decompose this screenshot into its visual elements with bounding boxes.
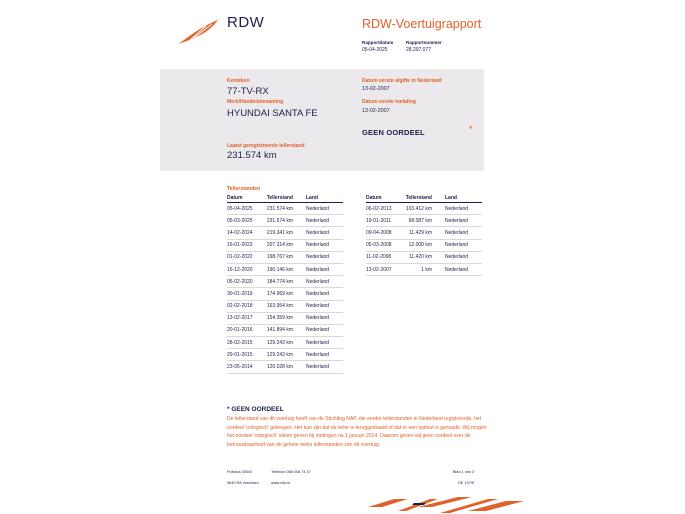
col-date: Datum	[227, 194, 259, 203]
readings-table-left	[227, 194, 343, 374]
reading-date: 23-05-2014	[227, 361, 259, 373]
reading-date: 30-01-2019	[227, 288, 259, 300]
reading-odometer: 11.429 km	[398, 227, 432, 239]
readings-table-right	[366, 194, 482, 276]
reading-country: Nederland	[293, 288, 343, 300]
reading-date: 28-02-2015	[227, 337, 259, 349]
table-row	[227, 251, 343, 263]
note-title: * GEEN OORDEEL	[227, 406, 284, 413]
reading-date: 13-02-2007	[366, 263, 398, 275]
reading-country: Nederland	[432, 251, 482, 263]
table-row	[366, 227, 482, 239]
reading-odometer: 184.774 km	[259, 276, 293, 288]
reading-country: Nederland	[293, 349, 343, 361]
report-number: 28.297.077	[406, 47, 432, 53]
footer-phone: Telefoon 088 008 74 47	[271, 470, 311, 474]
table-row	[227, 324, 343, 336]
table-row	[366, 263, 482, 275]
table-row	[227, 288, 343, 300]
reading-date: 05-03-2025	[227, 215, 259, 227]
note-body: De tellerstand van dit voertuig heeft van de Stichting NAP, die eerder tellerstanden in Nederland registreerde, het oordeel 'onlogisch' gekregen. Het kan zijn dat de teller is teruggedraaid of dat er een typfout is gemaakt. Wij mogen het oordeel 'onlogisch' alleen geven bij metingen na 1 januari 2014. Daarom geven wij geen oordeel over de betrouwbaarheid van de gehele reeks tellerstanden van dit voertuig.	[227, 416, 487, 448]
reading-date: 01-02-2022	[227, 251, 259, 263]
reading-country: Nederland	[293, 227, 343, 239]
col-odometer: Tellerstand	[398, 194, 432, 203]
footer-city: 9640 RA Veendam	[227, 481, 259, 485]
reading-odometer: 163.954 km	[259, 300, 293, 312]
reading-date: 16-12-2020	[227, 263, 259, 275]
reading-country: Nederland	[432, 239, 482, 251]
reading-date: 11-02-2008	[366, 251, 398, 263]
col-country: Land	[432, 194, 482, 203]
table-row	[227, 263, 343, 275]
footer-site: www.rdw.nl	[271, 481, 290, 485]
reading-odometer: 120.028 km	[259, 361, 293, 373]
reading-country: Nederland	[432, 263, 482, 275]
table-row	[227, 349, 343, 361]
rdw-logo-icon	[176, 18, 220, 46]
reading-country: Nederland	[293, 361, 343, 373]
col-country: Land	[293, 194, 343, 203]
reading-date: 19-01-2011	[366, 215, 398, 227]
table-row	[366, 203, 482, 215]
reading-odometer: 141.894 km	[259, 324, 293, 336]
reading-odometer: 154.359 km	[259, 312, 293, 324]
table-row	[366, 251, 482, 263]
reading-date: 13-02-2017	[227, 312, 259, 324]
reading-country: Nederland	[293, 312, 343, 324]
table-row	[227, 227, 343, 239]
footer-page: Blad 1 van 3	[452, 470, 474, 474]
first-nl-value: 13-02-2007	[362, 86, 390, 92]
footer-postbus: Postbus 30000	[227, 470, 253, 474]
report-number-label: Rapportnummer	[406, 40, 442, 45]
reading-date: 05-02-2020	[227, 276, 259, 288]
table-row	[227, 337, 343, 349]
table-row	[227, 215, 343, 227]
make-label: Merk/Handelsbenaming	[227, 99, 284, 105]
col-odometer: Tellerstand	[259, 194, 293, 203]
reading-odometer: 1 km	[398, 263, 432, 275]
reading-date: 09-04-2008	[366, 227, 398, 239]
table-row	[227, 239, 343, 251]
reading-date: 02-02-2018	[227, 300, 259, 312]
reading-date: 14-02-2024	[227, 227, 259, 239]
reading-country: Nederland	[293, 337, 343, 349]
reading-country: Nederland	[293, 263, 343, 275]
verdict-asterisk: *	[469, 124, 473, 134]
reading-date: 05-03-2008	[366, 239, 398, 251]
reading-date: 05-04-2025	[227, 203, 259, 215]
table-row	[227, 300, 343, 312]
brand-name: RDW	[227, 14, 265, 31]
reading-country: Nederland	[432, 227, 482, 239]
reading-country: Nederland	[293, 276, 343, 288]
reading-country: Nederland	[293, 203, 343, 215]
reading-odometer: 207.314 km	[259, 239, 293, 251]
footer-code: DE 1979f	[458, 481, 474, 485]
table-row	[227, 361, 343, 373]
readings-title: Tellerstanden	[227, 186, 261, 192]
reading-date: 16-01-2023	[227, 239, 259, 251]
reading-country: Nederland	[293, 215, 343, 227]
plate-label: Kenteken	[227, 78, 250, 84]
last-odometer-value: 231.574 km	[227, 150, 277, 161]
first-admission-value: 13-02-2007	[362, 108, 390, 114]
col-date: Datum	[366, 194, 398, 203]
reading-country: Nederland	[432, 215, 482, 227]
report-date-label: Rapportdatum	[362, 40, 394, 45]
table-row	[366, 239, 482, 251]
reading-odometer: 129.243 km	[259, 349, 293, 361]
reading-country: Nederland	[293, 300, 343, 312]
reading-odometer: 129.243 km	[259, 337, 293, 349]
report-date: 05-04-2025	[362, 47, 388, 53]
plate-value: 77-TV-RX	[227, 86, 269, 97]
verdict: GEEN OORDEEL	[362, 128, 425, 137]
reading-date: 20-01-2016	[227, 324, 259, 336]
footer-stripes-graphic	[368, 495, 528, 514]
reading-country: Nederland	[432, 203, 482, 215]
table-row	[366, 215, 482, 227]
reading-odometer: 219.341 km	[259, 227, 293, 239]
reading-odometer: 103.412 km	[398, 203, 432, 215]
table-row	[227, 203, 343, 215]
last-odometer-label: Laatst geregistreerde tellerstand	[227, 143, 305, 149]
reading-country: Nederland	[293, 239, 343, 251]
vehicle-summary-band	[160, 69, 484, 171]
reading-odometer: 11.420 km	[398, 251, 432, 263]
reading-odometer: 190.146 km	[259, 263, 293, 275]
reading-odometer: 231.574 km	[259, 203, 293, 215]
table-row	[227, 276, 343, 288]
report-title: RDW-Voertuigrapport	[362, 17, 482, 31]
first-nl-label: Datum eerste afgifte in Nederland	[362, 78, 442, 84]
reading-odometer: 68.087 km	[398, 215, 432, 227]
reading-odometer: 12.000 km	[398, 239, 432, 251]
table-row	[227, 312, 343, 324]
make-value: HYUNDAI SANTA FE	[227, 108, 318, 119]
first-admission-label: Datum eerste toelating	[362, 99, 416, 105]
reading-odometer: 231.574 km	[259, 215, 293, 227]
reading-date: 06-02-2013	[366, 203, 398, 215]
reading-country: Nederland	[293, 324, 343, 336]
reading-date: 29-01-2015	[227, 349, 259, 361]
reading-odometer: 174.969 km	[259, 288, 293, 300]
reading-country: Nederland	[293, 251, 343, 263]
reading-odometer: 198.767 km	[259, 251, 293, 263]
